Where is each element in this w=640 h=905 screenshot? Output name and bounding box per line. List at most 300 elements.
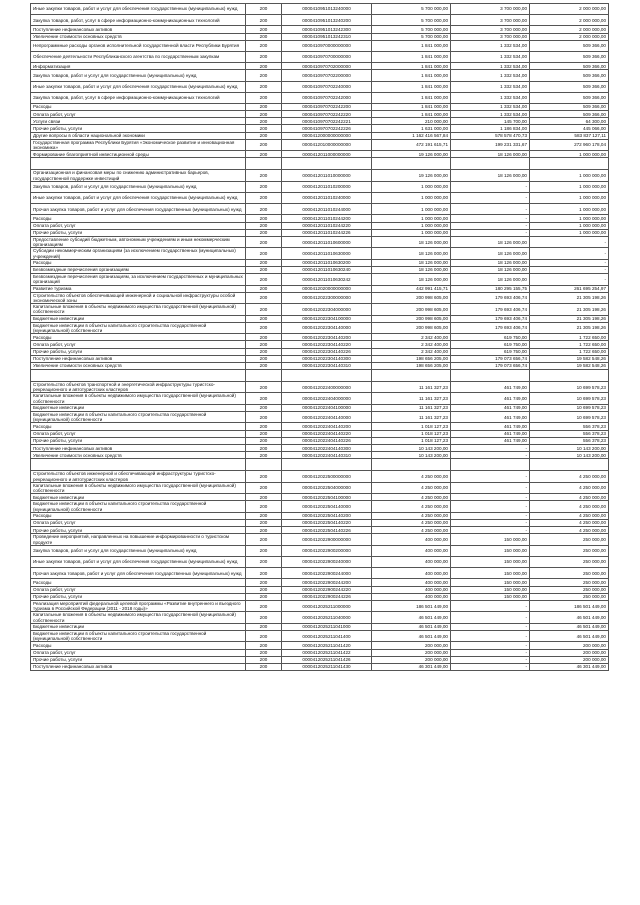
row-name-cell: Информатизация [31, 63, 246, 70]
row-code-cell: 200 [246, 118, 282, 125]
row-executed-amount-cell: 1 332 534,00 [451, 70, 530, 81]
table-row [31, 663, 609, 670]
row-name-cell: Бюджетные инвестиции [31, 315, 246, 322]
row-unexecuted-amount-cell: 509 366,00 [530, 40, 609, 51]
table-row [31, 520, 609, 527]
spacer-cell [372, 370, 451, 382]
row-unexecuted-amount-cell: 556 378,23 [530, 437, 609, 444]
row-unexecuted-amount-cell: 1 000 000,00 [530, 204, 609, 215]
row-code-cell: 200 [246, 393, 282, 404]
row-classifier-cell: 0000412022900240000 [282, 556, 372, 567]
row-executed-amount-cell: - [451, 649, 530, 656]
row-executed-amount-cell: 150 000,00 [451, 586, 530, 593]
row-code-cell: 200 [246, 423, 282, 430]
row-executed-amount-cell: - [451, 501, 530, 512]
row-name-cell: Закупка товаров, работ и услуг для государственных (муниципальных) нужд [31, 70, 246, 81]
row-name-cell: Непрограммные расходы органов исполнительной государственной власти Республики Бурятия [31, 40, 246, 51]
table-row [31, 292, 609, 303]
row-classifier-cell: 0000412011010630000 [282, 248, 372, 259]
row-name-cell: Безвозмездные перечисления организациям, за исключением государственных и муниципальных организаций [31, 274, 246, 285]
row-unexecuted-amount-cell: 250 000,00 [530, 534, 609, 545]
row-code-cell: 200 [246, 92, 282, 103]
row-name-cell: Прочие работы, услуги [31, 437, 246, 444]
spacer-cell [372, 158, 451, 170]
row-approved-amount-cell: 4 250 000,00 [372, 512, 451, 519]
row-executed-amount-cell: - [451, 229, 530, 236]
row-name-cell: Расходы [31, 215, 246, 222]
row-approved-amount-cell: 200 000,00 [372, 656, 451, 663]
table-row [31, 33, 609, 40]
row-unexecuted-amount-cell: 64 300,00 [530, 118, 609, 125]
row-classifier-cell: 0000412022304140000 [282, 322, 372, 333]
row-classifier-cell: 0000410970702242200 [282, 103, 372, 110]
spacer-cell [246, 370, 282, 382]
row-classifier-cell: 0000412022900244000 [282, 568, 372, 579]
row-name-cell: Иные закупки товаров, работ и услуг для обеспечения государственных (муниципальных) нужд [31, 4, 246, 15]
row-classifier-cell: 0000412022300000000 [282, 292, 372, 303]
row-unexecuted-amount-cell: 1 000 000,00 [530, 170, 609, 181]
row-name-cell: Поступление нефинансовых активов [31, 663, 246, 670]
row-approved-amount-cell: 1 000 000,00 [372, 215, 451, 222]
row-executed-amount-cell: - [451, 445, 530, 452]
spacer-cell [282, 370, 372, 382]
table-row [31, 430, 609, 437]
row-unexecuted-amount-cell: 4 250 000,00 [530, 494, 609, 501]
row-executed-amount-cell: 1 186 834,00 [451, 125, 530, 132]
row-classifier-cell: 0000412022900244226 [282, 593, 372, 600]
table-row [31, 285, 609, 292]
row-approved-amount-cell: 2 342 400,00 [372, 348, 451, 355]
row-executed-amount-cell: 461 749,00 [451, 393, 530, 404]
row-unexecuted-amount-cell: 10 699 578,23 [530, 382, 609, 393]
row-approved-amount-cell: 200 998 605,00 [372, 292, 451, 303]
row-name-cell: Бюджетные инвестиции в объекты капитального строительства государственной (муниципальной) собственности [31, 412, 246, 423]
table-row [31, 215, 609, 222]
row-approved-amount-cell: 2 342 400,00 [372, 341, 451, 348]
row-code-cell: 200 [246, 568, 282, 579]
row-unexecuted-amount-cell: 583 837 127,11 [530, 132, 609, 139]
table-row [31, 248, 609, 259]
row-code-cell: 200 [246, 170, 282, 181]
row-classifier-cell: 0000412011010244200 [282, 215, 372, 222]
row-code-cell: 200 [246, 341, 282, 348]
row-classifier-cell: 0000412022304100000 [282, 315, 372, 322]
table-row [31, 404, 609, 411]
table-body [31, 4, 609, 671]
row-unexecuted-amount-cell: 1 722 650,00 [530, 348, 609, 355]
row-code-cell: 200 [246, 236, 282, 247]
row-executed-amount-cell: 150 000,00 [451, 556, 530, 567]
row-executed-amount-cell: - [451, 494, 530, 501]
row-unexecuted-amount-cell: - [530, 259, 609, 266]
row-approved-amount-cell: 200 998 605,00 [372, 304, 451, 315]
table-row [31, 222, 609, 229]
row-executed-amount-cell: 1 332 534,00 [451, 81, 530, 92]
row-code-cell: 200 [246, 222, 282, 229]
table-row [31, 501, 609, 512]
row-code-cell: 200 [246, 630, 282, 641]
table-row [31, 193, 609, 204]
row-code-cell: 200 [246, 292, 282, 303]
row-name-cell: Предоставление субсидий бюджетным, автономным учреждениям и иным некоммерческим организациям [31, 236, 246, 247]
table-row [31, 445, 609, 452]
spacer-row [31, 459, 609, 471]
spacer-row [31, 158, 609, 170]
row-classifier-cell: 0000412022304140220 [282, 341, 372, 348]
row-code-cell: 200 [246, 527, 282, 534]
row-approved-amount-cell: 5 700 000,00 [372, 15, 451, 26]
row-executed-amount-cell: - [451, 512, 530, 519]
table-row [31, 348, 609, 355]
row-name-cell: Прочие работы, услуги [31, 656, 246, 663]
row-approved-amount-cell: 200 998 605,00 [372, 322, 451, 333]
row-unexecuted-amount-cell: 186 501 449,00 [530, 600, 609, 611]
row-executed-amount-cell: 461 749,00 [451, 412, 530, 423]
row-approved-amount-cell: 18 126 000,00 [372, 236, 451, 247]
table-row [31, 51, 609, 62]
row-approved-amount-cell: 1 162 416 567,84 [372, 132, 451, 139]
row-name-cell: Закупка товаров, работ, услуг в сфере информационно-коммуникационных технологий [31, 15, 246, 26]
row-unexecuted-amount-cell: 200 000,00 [530, 656, 609, 663]
row-unexecuted-amount-cell: 250 000,00 [530, 545, 609, 556]
row-code-cell: 200 [246, 315, 282, 322]
row-executed-amount-cell: 145 700,00 [451, 118, 530, 125]
spacer-cell [31, 158, 246, 170]
row-unexecuted-amount-cell: 200 000,00 [530, 649, 609, 656]
row-executed-amount-cell: 179 073 656,74 [451, 362, 530, 369]
table-row [31, 322, 609, 333]
row-unexecuted-amount-cell: 1 000 000,00 [530, 151, 609, 158]
spacer-row [31, 370, 609, 382]
row-classifier-cell: 0000410951013240000 [282, 4, 372, 15]
row-executed-amount-cell: 199 231 331,67 [451, 139, 530, 150]
row-approved-amount-cell: 18 126 000,00 [372, 274, 451, 285]
row-executed-amount-cell: 18 126 000,00 [451, 248, 530, 259]
row-name-cell: Оплата работ, услуг [31, 111, 246, 118]
row-name-cell: Формирование благоприятной инвестиционной среды [31, 151, 246, 158]
table-row [31, 630, 609, 641]
table-row [31, 304, 609, 315]
row-executed-amount-cell: - [451, 630, 530, 641]
row-code-cell: 200 [246, 663, 282, 670]
row-approved-amount-cell: 4 250 000,00 [372, 494, 451, 501]
row-code-cell: 200 [246, 404, 282, 411]
row-unexecuted-amount-cell: 509 366,00 [530, 70, 609, 81]
row-code-cell: 200 [246, 40, 282, 51]
row-unexecuted-amount-cell: 10 699 578,23 [530, 404, 609, 411]
row-code-cell: 200 [246, 103, 282, 110]
row-name-cell: Организационная и финансовая меры по снижению административных барьеров, государственной поддержке инвестиций [31, 170, 246, 181]
table-row [31, 593, 609, 600]
row-classifier-cell: 0000412011010244220 [282, 222, 372, 229]
row-classifier-cell: 0000412022504100000 [282, 494, 372, 501]
row-name-cell: Субсидии некоммерческим организациям (за исключением государственных (муниципальных) учреждений) [31, 248, 246, 259]
row-name-cell: Строительство объектов инженерной и обеспечивающей инфраструктуры туристско-рекреационного и автотуристских кластеров [31, 471, 246, 482]
row-executed-amount-cell: - [451, 181, 530, 192]
table-row [31, 315, 609, 322]
row-classifier-cell: 0000412025211041422 [282, 649, 372, 656]
row-code-cell: 200 [246, 193, 282, 204]
table-row [31, 423, 609, 430]
row-code-cell: 200 [246, 334, 282, 341]
row-executed-amount-cell: 3 700 000,00 [451, 33, 530, 40]
row-classifier-cell: 0000412025211041000 [282, 623, 372, 630]
row-approved-amount-cell: 198 656 205,00 [372, 362, 451, 369]
row-code-cell: 200 [246, 437, 282, 444]
table-row [31, 70, 609, 81]
spacer-cell [451, 158, 530, 170]
table-row [31, 118, 609, 125]
row-approved-amount-cell: 400 000,00 [372, 586, 451, 593]
row-unexecuted-amount-cell: 2 000 000,00 [530, 15, 609, 26]
row-name-cell: Оплата работ, услуг [31, 586, 246, 593]
row-classifier-cell: 0000412020000000000 [282, 285, 372, 292]
row-unexecuted-amount-cell: 556 378,23 [530, 430, 609, 437]
row-code-cell: 200 [246, 534, 282, 545]
row-classifier-cell: 0000412011010630200 [282, 259, 372, 266]
row-approved-amount-cell: 46 501 449,00 [372, 630, 451, 641]
row-approved-amount-cell: 18 126 000,00 [372, 248, 451, 259]
row-approved-amount-cell: 10 143 200,00 [372, 452, 451, 459]
row-classifier-cell: 0000412022404140000 [282, 412, 372, 423]
row-approved-amount-cell: 1 018 127,23 [372, 430, 451, 437]
row-unexecuted-amount-cell: 10 699 578,23 [530, 412, 609, 423]
table-row [31, 623, 609, 630]
row-unexecuted-amount-cell: 2 000 000,00 [530, 26, 609, 33]
row-approved-amount-cell: 1 018 127,23 [372, 437, 451, 444]
row-name-cell: Строительство объектов транспортной и энергетической инфраструктуры туристско-рекреационного и автотуристских кластеров [31, 382, 246, 393]
spacer-cell [246, 158, 282, 170]
row-name-cell: Прочая закупка товаров, работ и услуг для обеспечения государственных (муниципальных) нужд [31, 568, 246, 579]
row-executed-amount-cell: 18 126 000,00 [451, 259, 530, 266]
row-approved-amount-cell: 1 018 127,23 [372, 423, 451, 430]
table-row [31, 266, 609, 273]
row-classifier-cell: 0000412011010240000 [282, 193, 372, 204]
row-code-cell: 200 [246, 545, 282, 556]
row-name-cell: Прочая закупка товаров, работ и услуг для обеспечения государственных (муниципальных) нужд [31, 204, 246, 215]
row-unexecuted-amount-cell: 2 000 000,00 [530, 4, 609, 15]
row-approved-amount-cell: 186 501 449,00 [372, 600, 451, 611]
row-code-cell: 200 [246, 512, 282, 519]
row-unexecuted-amount-cell: 10 143 200,00 [530, 445, 609, 452]
row-executed-amount-cell: 179 693 406,74 [451, 304, 530, 315]
row-classifier-cell: 0000412022900244200 [282, 579, 372, 586]
row-executed-amount-cell: 18 126 000,00 [451, 236, 530, 247]
row-classifier-cell: 0000410970702242220 [282, 111, 372, 118]
row-unexecuted-amount-cell: 250 000,00 [530, 593, 609, 600]
row-unexecuted-amount-cell: 4 250 000,00 [530, 527, 609, 534]
row-approved-amount-cell: 1 000 000,00 [372, 222, 451, 229]
row-classifier-cell: 0000410951013240200 [282, 15, 372, 26]
row-executed-amount-cell: 18 126 000,00 [451, 170, 530, 181]
row-approved-amount-cell: 46 501 449,00 [372, 623, 451, 630]
row-code-cell: 200 [246, 649, 282, 656]
row-name-cell: Оплата работ, услуг [31, 222, 246, 229]
row-code-cell: 200 [246, 15, 282, 26]
row-unexecuted-amount-cell: 21 305 198,26 [530, 304, 609, 315]
row-classifier-cell: 0000412011010244000 [282, 204, 372, 215]
row-executed-amount-cell: 461 749,00 [451, 437, 530, 444]
row-approved-amount-cell: 11 161 327,23 [372, 412, 451, 423]
table-row [31, 362, 609, 369]
row-classifier-cell: 0000412011010244226 [282, 229, 372, 236]
table-row [31, 236, 609, 247]
row-approved-amount-cell: 18 126 000,00 [372, 266, 451, 273]
row-classifier-cell: 0000412025211041430 [282, 663, 372, 670]
row-unexecuted-amount-cell: 509 366,00 [530, 63, 609, 70]
row-approved-amount-cell: 1 000 000,00 [372, 193, 451, 204]
row-approved-amount-cell: 11 161 327,23 [372, 393, 451, 404]
row-approved-amount-cell: 200 000,00 [372, 642, 451, 649]
row-code-cell: 200 [246, 579, 282, 586]
row-approved-amount-cell: 472 191 615,71 [372, 139, 451, 150]
row-classifier-cell: 0000412025211041400 [282, 630, 372, 641]
row-unexecuted-amount-cell: 250 000,00 [530, 568, 609, 579]
row-unexecuted-amount-cell: 46 301 449,00 [530, 663, 609, 670]
row-name-cell: Строительство объектов обеспечивающей инженерной и социальной инфраструктуры особой экономической зоны [31, 292, 246, 303]
table-row [31, 132, 609, 139]
row-name-cell: Услуги связи [31, 118, 246, 125]
row-classifier-cell: 0000410970702000000 [282, 63, 372, 70]
row-classifier-cell: 0000412022304000000 [282, 304, 372, 315]
row-code-cell: 200 [246, 63, 282, 70]
row-name-cell: Проведение мероприятий, направленных на повышение информированности о туристском продукте [31, 534, 246, 545]
table-row [31, 81, 609, 92]
row-approved-amount-cell: 2 342 400,00 [372, 334, 451, 341]
row-name-cell: Капитальные вложения в объекты недвижимого имущества государственной (муниципальной) собственности [31, 612, 246, 623]
row-code-cell: 200 [246, 482, 282, 493]
row-classifier-cell: 0000410970702242221 [282, 118, 372, 125]
row-name-cell: Поступление нефинансовых активов [31, 445, 246, 452]
row-approved-amount-cell: 19 126 000,00 [372, 170, 451, 181]
row-unexecuted-amount-cell: 509 366,00 [530, 51, 609, 62]
row-executed-amount-cell: 150 000,00 [451, 568, 530, 579]
row-executed-amount-cell: 619 750,00 [451, 334, 530, 341]
table-row [31, 649, 609, 656]
row-code-cell: 200 [246, 430, 282, 437]
row-unexecuted-amount-cell: - [530, 248, 609, 259]
spacer-cell [530, 370, 609, 382]
row-code-cell: 200 [246, 248, 282, 259]
table-row [31, 4, 609, 15]
row-executed-amount-cell: 1 332 534,00 [451, 103, 530, 110]
row-name-cell: Увеличение стоимости основных средств [31, 33, 246, 40]
row-classifier-cell: 0000412011010000000 [282, 170, 372, 181]
row-classifier-cell: 0000412025211041420 [282, 642, 372, 649]
row-executed-amount-cell: 1 332 534,00 [451, 63, 530, 70]
row-name-cell: Бюджетные инвестиции в объекты капитального строительства государственной (муниципальной) собственности [31, 630, 246, 641]
row-name-cell: Государственная программа Республики Бурятия «Экономическое развитие и инновационная экономика» [31, 139, 246, 150]
row-executed-amount-cell: - [451, 623, 530, 630]
row-classifier-cell: 0000412022504140200 [282, 512, 372, 519]
row-approved-amount-cell: 400 000,00 [372, 593, 451, 600]
spacer-cell [530, 459, 609, 471]
row-approved-amount-cell: 1 000 000,00 [372, 229, 451, 236]
row-name-cell: Оплата работ, услуг [31, 520, 246, 527]
table-row [31, 40, 609, 51]
row-name-cell: Капитальные вложения в объекты недвижимого имущества государственной (муниципальной) собственности [31, 482, 246, 493]
row-unexecuted-amount-cell: 21 305 198,26 [530, 322, 609, 333]
row-approved-amount-cell: 1 841 000,00 [372, 40, 451, 51]
row-name-cell: Закупка товаров, работ, услуг в сфере информационно-коммуникационных технологий [31, 92, 246, 103]
row-name-cell: Оплата работ, услуг [31, 341, 246, 348]
row-executed-amount-cell: - [451, 520, 530, 527]
row-executed-amount-cell: 619 750,00 [451, 348, 530, 355]
row-classifier-cell: 0000410970702242000 [282, 92, 372, 103]
row-code-cell: 200 [246, 322, 282, 333]
row-code-cell: 200 [246, 70, 282, 81]
row-name-cell: Бюджетные инвестиции [31, 623, 246, 630]
row-classifier-cell: 0000412000000000000 [282, 132, 372, 139]
row-code-cell: 200 [246, 494, 282, 501]
row-approved-amount-cell: 198 656 205,00 [372, 355, 451, 362]
row-name-cell: Расходы [31, 579, 246, 586]
row-classifier-cell: 0000412022404140200 [282, 423, 372, 430]
row-name-cell: Увеличение стоимости основных средств [31, 452, 246, 459]
row-executed-amount-cell: 461 749,00 [451, 423, 530, 430]
row-classifier-cell: 0000412011010200000 [282, 181, 372, 192]
table-row [31, 204, 609, 215]
row-name-cell: Поступление нефинансовых активов [31, 26, 246, 33]
row-approved-amount-cell: 5 700 000,00 [372, 26, 451, 33]
row-approved-amount-cell: 5 700 000,00 [372, 4, 451, 15]
row-executed-amount-cell: - [451, 656, 530, 663]
row-code-cell: 200 [246, 471, 282, 482]
row-executed-amount-cell: 578 578 470,73 [451, 132, 530, 139]
row-classifier-cell: 0000412022504140226 [282, 527, 372, 534]
row-code-cell: 200 [246, 412, 282, 423]
row-classifier-cell: 0000410970702200000 [282, 70, 372, 81]
row-code-cell: 200 [246, 612, 282, 623]
row-name-cell: Поступление нефинансовых активов [31, 355, 246, 362]
row-approved-amount-cell: 1 631 000,00 [372, 125, 451, 132]
row-name-cell: Развитие туризма [31, 285, 246, 292]
row-unexecuted-amount-cell: 46 501 449,00 [530, 630, 609, 641]
row-code-cell: 200 [246, 33, 282, 40]
row-approved-amount-cell: 1 000 000,00 [372, 204, 451, 215]
row-name-cell: Прочие работы, услуги [31, 229, 246, 236]
row-classifier-cell: 0000412022400000000 [282, 382, 372, 393]
row-approved-amount-cell: 1 841 000,00 [372, 92, 451, 103]
row-unexecuted-amount-cell: 1 000 000,00 [530, 222, 609, 229]
row-name-cell: Капитальные вложения в объекты недвижимого имущества государственной (муниципальной) собственности [31, 393, 246, 404]
row-name-cell: Бюджетные инвестиции [31, 494, 246, 501]
row-unexecuted-amount-cell: 19 582 548,26 [530, 362, 609, 369]
table-row [31, 274, 609, 285]
spacer-cell [282, 459, 372, 471]
row-code-cell: 200 [246, 274, 282, 285]
row-approved-amount-cell: 4 250 000,00 [372, 520, 451, 527]
row-name-cell: Бюджетные инвестиции в объекты капитального строительства государственной (муниципальной) собственности [31, 501, 246, 512]
row-classifier-cell: 0000412010000000000 [282, 139, 372, 150]
row-name-cell: Увеличение стоимости основных средств [31, 362, 246, 369]
row-code-cell: 200 [246, 125, 282, 132]
row-classifier-cell: 0000412022404140300 [282, 445, 372, 452]
row-approved-amount-cell: 1 841 000,00 [372, 103, 451, 110]
table-row [31, 612, 609, 623]
row-approved-amount-cell: 1 841 000,00 [372, 70, 451, 81]
row-executed-amount-cell: - [451, 612, 530, 623]
row-name-cell: Безвозмездные перечисления организациям [31, 266, 246, 273]
table-row [31, 586, 609, 593]
row-unexecuted-amount-cell: 21 305 198,26 [530, 315, 609, 322]
row-code-cell: 200 [246, 204, 282, 215]
row-executed-amount-cell: 1 332 534,00 [451, 92, 530, 103]
row-classifier-cell: 0000412022304140226 [282, 348, 372, 355]
row-executed-amount-cell: 18 126 000,00 [451, 266, 530, 273]
row-unexecuted-amount-cell: 4 250 000,00 [530, 482, 609, 493]
row-code-cell: 200 [246, 520, 282, 527]
